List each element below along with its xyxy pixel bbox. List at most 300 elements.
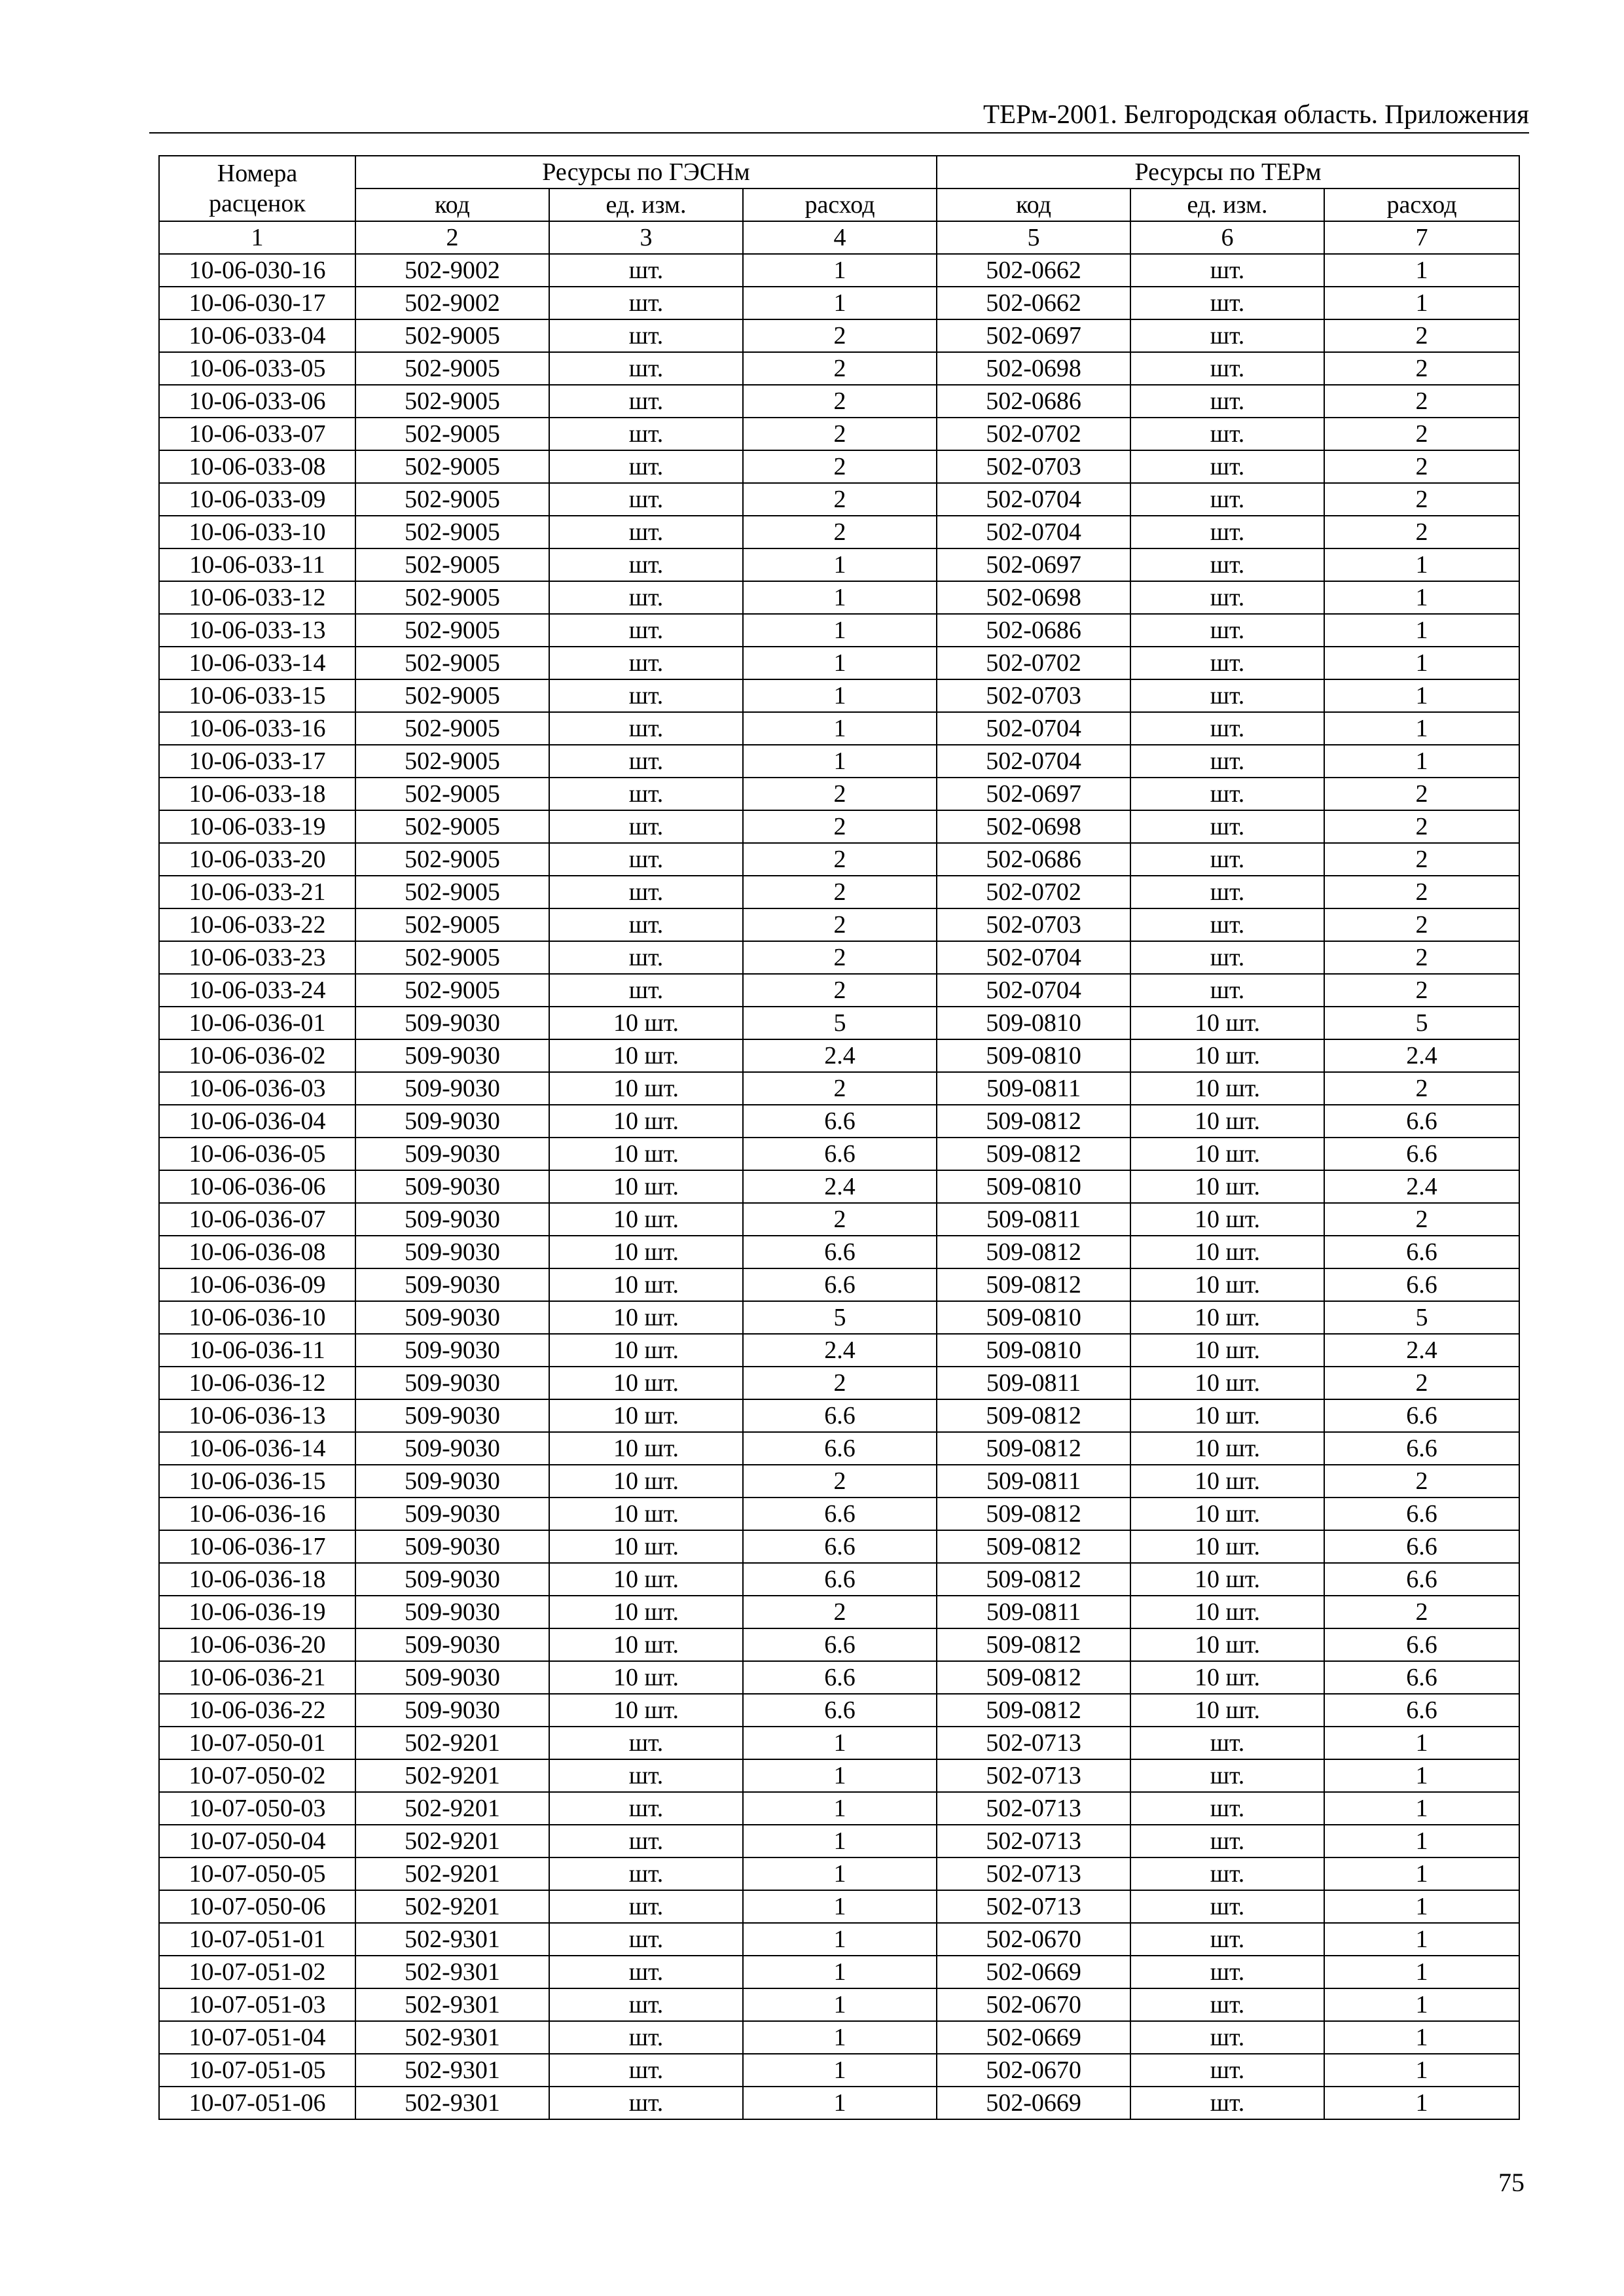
ter-consumption-cell: 2	[1324, 810, 1519, 843]
ter-unit-cell: шт.	[1130, 516, 1324, 548]
rate-number-cell: 10-06-036-19	[159, 1596, 355, 1628]
rate-number-cell: 10-07-050-01	[159, 1727, 355, 1759]
rate-number-cell: 10-06-036-20	[159, 1628, 355, 1661]
ter-code-cell: 509-0812	[937, 1628, 1130, 1661]
ter-consumption-cell: 2	[1324, 516, 1519, 548]
rate-number-cell: 10-06-036-03	[159, 1072, 355, 1105]
gesn-code-cell: 502-9201	[355, 1727, 549, 1759]
ter-unit-cell: 10 шт.	[1130, 1694, 1324, 1727]
table-header-row-1	[159, 156, 1519, 188]
ter-consumption-cell: 2	[1324, 385, 1519, 418]
ter-unit-cell: 10 шт.	[1130, 1399, 1324, 1432]
rate-number-cell: 10-06-033-16	[159, 712, 355, 745]
ter-code-cell: 509-0810	[937, 1170, 1130, 1203]
gesn-code-cell: 502-9002	[355, 254, 549, 287]
rate-number-cell: 10-06-033-05	[159, 352, 355, 385]
rate-number-cell: 10-06-033-21	[159, 876, 355, 908]
ter-consumption-cell: 1	[1324, 1857, 1519, 1890]
ter-code-cell: 502-0662	[937, 287, 1130, 319]
ter-unit-cell: 10 шт.	[1130, 1105, 1324, 1138]
gesn-unit-cell: шт.	[549, 2054, 743, 2087]
ter-consumption-cell: 1	[1324, 647, 1519, 679]
ter-unit-cell: 10 шт.	[1130, 1072, 1324, 1105]
gesn-consumption-cell: 2.4	[743, 1334, 937, 1367]
rate-number-cell: 10-06-033-06	[159, 385, 355, 418]
page-number: 75	[1498, 2168, 1525, 2197]
gesn-unit-cell: шт.	[549, 647, 743, 679]
ter-code-cell: 502-0713	[937, 1792, 1130, 1825]
gesn-code-cell: 502-9201	[355, 1825, 549, 1857]
gesn-consumption-cell: 1	[743, 1759, 937, 1792]
ter-unit-cell: 10 шт.	[1130, 1039, 1324, 1072]
table-body	[159, 254, 1519, 2119]
ter-consumption-cell: 1	[1324, 1759, 1519, 1792]
gesn-consumption-cell: 1	[743, 647, 937, 679]
rate-number-cell: 10-06-036-04	[159, 1105, 355, 1138]
ter-code-cell: 502-0713	[937, 1825, 1130, 1857]
gesn-consumption-cell: 6.6	[743, 1236, 937, 1268]
header-gesn-unit: ед. изм.	[549, 188, 743, 221]
table-row	[159, 1956, 1519, 1988]
gesn-unit-cell: 10 шт.	[549, 1367, 743, 1399]
gesn-consumption-cell: 2	[743, 450, 937, 483]
ter-code-cell: 509-0812	[937, 1694, 1130, 1727]
gesn-code-cell: 509-9030	[355, 1072, 549, 1105]
gesn-consumption-cell: 1	[743, 2021, 937, 2054]
gesn-code-cell: 502-9005	[355, 908, 549, 941]
gesn-unit-cell: 10 шт.	[549, 1170, 743, 1203]
table-row	[159, 876, 1519, 908]
gesn-unit-cell: шт.	[549, 581, 743, 614]
gesn-consumption-cell: 1	[743, 745, 937, 778]
gesn-unit-cell: шт.	[549, 614, 743, 647]
ter-consumption-cell: 2	[1324, 1367, 1519, 1399]
table-row	[159, 1792, 1519, 1825]
ter-consumption-cell: 1	[1324, 2087, 1519, 2119]
header-ter-code: код	[937, 188, 1130, 221]
header-ter-consumption: расход	[1324, 188, 1519, 221]
gesn-unit-cell: шт.	[549, 1988, 743, 2021]
header-ter-unit: ед. изм.	[1130, 188, 1324, 221]
gesn-unit-cell: шт.	[549, 908, 743, 941]
gesn-code-cell: 509-9030	[355, 1563, 549, 1596]
ter-unit-cell: шт.	[1130, 483, 1324, 516]
table-row	[159, 1334, 1519, 1367]
gesn-unit-cell: шт.	[549, 843, 743, 876]
ter-code-cell: 509-0811	[937, 1072, 1130, 1105]
column-number: 6	[1130, 221, 1324, 254]
gesn-code-cell: 509-9030	[355, 1367, 549, 1399]
gesn-consumption-cell: 1	[743, 548, 937, 581]
gesn-consumption-cell: 2.4	[743, 1170, 937, 1203]
ter-code-cell: 502-0704	[937, 745, 1130, 778]
gesn-code-cell: 502-9005	[355, 974, 549, 1007]
ter-unit-cell: 10 шт.	[1130, 1334, 1324, 1367]
ter-unit-cell: 10 шт.	[1130, 1596, 1324, 1628]
header-gesn-resources: Ресурсы по ГЭСНм	[355, 156, 937, 188]
gesn-consumption-cell: 1	[743, 1988, 937, 2021]
ter-code-cell: 509-0812	[937, 1498, 1130, 1530]
gesn-consumption-cell: 6.6	[743, 1399, 937, 1432]
rate-number-cell: 10-06-033-20	[159, 843, 355, 876]
ter-consumption-cell: 2	[1324, 352, 1519, 385]
gesn-unit-cell: 10 шт.	[549, 1236, 743, 1268]
gesn-unit-cell: шт.	[549, 1825, 743, 1857]
gesn-unit-cell: 10 шт.	[549, 1334, 743, 1367]
gesn-consumption-cell: 2.4	[743, 1039, 937, 1072]
ter-consumption-cell: 2	[1324, 974, 1519, 1007]
table-row	[159, 1399, 1519, 1432]
gesn-consumption-cell: 2	[743, 418, 937, 450]
gesn-consumption-cell: 1	[743, 287, 937, 319]
gesn-code-cell: 502-9005	[355, 581, 549, 614]
gesn-code-cell: 502-9201	[355, 1792, 549, 1825]
rate-number-cell: 10-06-033-14	[159, 647, 355, 679]
gesn-code-cell: 509-9030	[355, 1596, 549, 1628]
table-row	[159, 1923, 1519, 1956]
gesn-unit-cell: шт.	[549, 2087, 743, 2119]
table-row	[159, 778, 1519, 810]
ter-consumption-cell: 6.6	[1324, 1268, 1519, 1301]
gesn-consumption-cell: 1	[743, 1857, 937, 1890]
ter-unit-cell: шт.	[1130, 287, 1324, 319]
gesn-unit-cell: 10 шт.	[549, 1039, 743, 1072]
ter-consumption-cell: 6.6	[1324, 1530, 1519, 1563]
table-row	[159, 450, 1519, 483]
gesn-code-cell: 502-9201	[355, 1857, 549, 1890]
ter-unit-cell: шт.	[1130, 679, 1324, 712]
gesn-code-cell: 502-9301	[355, 1956, 549, 1988]
rate-number-cell: 10-06-036-12	[159, 1367, 355, 1399]
ter-code-cell: 502-0686	[937, 614, 1130, 647]
gesn-consumption-cell: 1	[743, 1890, 937, 1923]
ter-consumption-cell: 1	[1324, 679, 1519, 712]
gesn-unit-cell: шт.	[549, 1759, 743, 1792]
gesn-code-cell: 509-9030	[355, 1334, 549, 1367]
gesn-unit-cell: шт.	[549, 516, 743, 548]
gesn-unit-cell: 10 шт.	[549, 1203, 743, 1236]
rate-number-cell: 10-07-051-01	[159, 1923, 355, 1956]
ter-unit-cell: шт.	[1130, 1956, 1324, 1988]
rate-number-cell: 10-06-033-18	[159, 778, 355, 810]
ter-consumption-cell: 1	[1324, 1890, 1519, 1923]
ter-unit-cell: 10 шт.	[1130, 1530, 1324, 1563]
gesn-code-cell: 502-9005	[355, 450, 549, 483]
gesn-unit-cell: 10 шт.	[549, 1498, 743, 1530]
table-row	[159, 319, 1519, 352]
ter-code-cell: 502-0698	[937, 581, 1130, 614]
rate-number-cell: 10-07-050-05	[159, 1857, 355, 1890]
column-number-row	[159, 221, 1519, 254]
ter-code-cell: 509-0812	[937, 1530, 1130, 1563]
gesn-unit-cell: 10 шт.	[549, 1268, 743, 1301]
header-gesn-code: код	[355, 188, 549, 221]
header-gesn-consumption: расход	[743, 188, 937, 221]
gesn-consumption-cell: 2	[743, 810, 937, 843]
ter-unit-cell: шт.	[1130, 450, 1324, 483]
ter-code-cell: 502-0713	[937, 1857, 1130, 1890]
rate-number-cell: 10-06-036-17	[159, 1530, 355, 1563]
ter-code-cell: 502-0702	[937, 876, 1130, 908]
gesn-unit-cell: 10 шт.	[549, 1432, 743, 1465]
ter-consumption-cell: 2	[1324, 908, 1519, 941]
gesn-consumption-cell: 2	[743, 319, 937, 352]
ter-consumption-cell: 1	[1324, 1923, 1519, 1956]
ter-consumption-cell: 1	[1324, 1825, 1519, 1857]
ter-code-cell: 502-0713	[937, 1890, 1130, 1923]
ter-consumption-cell: 2.4	[1324, 1334, 1519, 1367]
column-number: 2	[355, 221, 549, 254]
ter-code-cell: 502-0670	[937, 2054, 1130, 2087]
gesn-unit-cell: 10 шт.	[549, 1530, 743, 1563]
ter-consumption-cell: 1	[1324, 254, 1519, 287]
gesn-code-cell: 502-9005	[355, 548, 549, 581]
gesn-code-cell: 502-9005	[355, 941, 549, 974]
gesn-code-cell: 502-9005	[355, 319, 549, 352]
gesn-unit-cell: шт.	[549, 385, 743, 418]
ter-code-cell: 502-0704	[937, 712, 1130, 745]
ter-unit-cell: шт.	[1130, 254, 1324, 287]
gesn-code-cell: 502-9005	[355, 483, 549, 516]
gesn-unit-cell: шт.	[549, 418, 743, 450]
ter-unit-cell: шт.	[1130, 974, 1324, 1007]
rate-number-cell: 10-06-033-10	[159, 516, 355, 548]
rate-number-cell: 10-07-051-06	[159, 2087, 355, 2119]
gesn-unit-cell: шт.	[549, 1727, 743, 1759]
rate-number-cell: 10-06-033-24	[159, 974, 355, 1007]
gesn-code-cell: 509-9030	[355, 1399, 549, 1432]
ter-consumption-cell: 1	[1324, 712, 1519, 745]
gesn-code-cell: 502-9301	[355, 1923, 549, 1956]
table-row	[159, 843, 1519, 876]
table-row	[159, 548, 1519, 581]
gesn-unit-cell: 10 шт.	[549, 1105, 743, 1138]
ter-consumption-cell: 6.6	[1324, 1694, 1519, 1727]
ter-consumption-cell: 6.6	[1324, 1236, 1519, 1268]
ter-consumption-cell: 2	[1324, 483, 1519, 516]
gesn-code-cell: 502-9201	[355, 1759, 549, 1792]
gesn-code-cell: 509-9030	[355, 1039, 549, 1072]
table-row	[159, 1432, 1519, 1465]
ter-consumption-cell: 2	[1324, 1072, 1519, 1105]
ter-unit-cell: 10 шт.	[1130, 1268, 1324, 1301]
ter-unit-cell: шт.	[1130, 876, 1324, 908]
gesn-code-cell: 502-9301	[355, 2054, 549, 2087]
column-number: 7	[1324, 221, 1519, 254]
gesn-consumption-cell: 2	[743, 843, 937, 876]
ter-unit-cell: 10 шт.	[1130, 1138, 1324, 1170]
gesn-consumption-cell: 2	[743, 941, 937, 974]
gesn-unit-cell: шт.	[549, 254, 743, 287]
ter-code-cell: 509-0810	[937, 1334, 1130, 1367]
ter-code-cell: 509-0811	[937, 1465, 1130, 1498]
rate-number-cell: 10-06-033-04	[159, 319, 355, 352]
table-row	[159, 287, 1519, 319]
gesn-consumption-cell: 1	[743, 1956, 937, 1988]
table-row	[159, 712, 1519, 745]
gesn-consumption-cell: 2	[743, 974, 937, 1007]
ter-unit-cell: шт.	[1130, 1792, 1324, 1825]
ter-unit-cell: 10 шт.	[1130, 1628, 1324, 1661]
ter-unit-cell: шт.	[1130, 810, 1324, 843]
table-row	[159, 2087, 1519, 2119]
gesn-consumption-cell: 6.6	[743, 1432, 937, 1465]
ter-unit-cell: шт.	[1130, 418, 1324, 450]
gesn-code-cell: 502-9301	[355, 1988, 549, 2021]
ter-unit-cell: 10 шт.	[1130, 1563, 1324, 1596]
ter-code-cell: 509-0810	[937, 1007, 1130, 1039]
ter-unit-cell: 10 шт.	[1130, 1170, 1324, 1203]
ter-code-cell: 509-0811	[937, 1203, 1130, 1236]
rate-number-cell: 10-06-030-17	[159, 287, 355, 319]
table-header-row-2	[159, 188, 1519, 221]
ter-unit-cell: шт.	[1130, 352, 1324, 385]
gesn-code-cell: 502-9005	[355, 679, 549, 712]
rate-number-cell: 10-06-036-22	[159, 1694, 355, 1727]
ter-consumption-cell: 6.6	[1324, 1563, 1519, 1596]
ter-code-cell: 509-0811	[937, 1367, 1130, 1399]
gesn-code-cell: 509-9030	[355, 1268, 549, 1301]
table-row	[159, 1203, 1519, 1236]
header-rule	[149, 132, 1529, 134]
ter-code-cell: 502-0704	[937, 483, 1130, 516]
gesn-code-cell: 509-9030	[355, 1465, 549, 1498]
table-row	[159, 941, 1519, 974]
table-row	[159, 1727, 1519, 1759]
ter-code-cell: 502-0704	[937, 516, 1130, 548]
gesn-code-cell: 509-9030	[355, 1236, 549, 1268]
gesn-code-cell: 509-9030	[355, 1432, 549, 1465]
rate-number-cell: 10-06-036-14	[159, 1432, 355, 1465]
ter-unit-cell: шт.	[1130, 712, 1324, 745]
ter-unit-cell: 10 шт.	[1130, 1236, 1324, 1268]
gesn-code-cell: 509-9030	[355, 1694, 549, 1727]
gesn-code-cell: 502-9005	[355, 876, 549, 908]
rate-number-cell: 10-07-051-02	[159, 1956, 355, 1988]
ter-code-cell: 509-0812	[937, 1399, 1130, 1432]
gesn-unit-cell: шт.	[549, 450, 743, 483]
rate-number-cell: 10-07-050-04	[159, 1825, 355, 1857]
table-row	[159, 1367, 1519, 1399]
gesn-consumption-cell: 6.6	[743, 1628, 937, 1661]
rate-number-cell: 10-06-030-16	[159, 254, 355, 287]
gesn-unit-cell: шт.	[549, 745, 743, 778]
rate-number-cell: 10-06-033-09	[159, 483, 355, 516]
ter-consumption-cell: 2	[1324, 1203, 1519, 1236]
ter-code-cell: 502-0702	[937, 418, 1130, 450]
ter-unit-cell: 10 шт.	[1130, 1465, 1324, 1498]
ter-code-cell: 509-0812	[937, 1268, 1130, 1301]
ter-consumption-cell: 1	[1324, 287, 1519, 319]
table-row	[159, 1268, 1519, 1301]
table-row	[159, 1890, 1519, 1923]
table-row	[159, 1988, 1519, 2021]
ter-consumption-cell: 1	[1324, 2021, 1519, 2054]
rate-number-cell: 10-06-036-15	[159, 1465, 355, 1498]
ter-consumption-cell: 1	[1324, 581, 1519, 614]
gesn-unit-cell: шт.	[549, 1956, 743, 1988]
rate-number-cell: 10-06-036-06	[159, 1170, 355, 1203]
rate-number-cell: 10-06-036-09	[159, 1268, 355, 1301]
table-row	[159, 1138, 1519, 1170]
ter-consumption-cell: 6.6	[1324, 1138, 1519, 1170]
table-row	[159, 614, 1519, 647]
table-row	[159, 1301, 1519, 1334]
ter-code-cell: 502-0669	[937, 2021, 1130, 2054]
ter-consumption-cell: 2.4	[1324, 1039, 1519, 1072]
ter-unit-cell: шт.	[1130, 908, 1324, 941]
gesn-code-cell: 502-9005	[355, 843, 549, 876]
ter-code-cell: 502-0698	[937, 352, 1130, 385]
ter-code-cell: 509-0812	[937, 1236, 1130, 1268]
ter-unit-cell: шт.	[1130, 2021, 1324, 2054]
gesn-code-cell: 509-9030	[355, 1530, 549, 1563]
gesn-unit-cell: шт.	[549, 1792, 743, 1825]
rate-number-cell: 10-06-033-08	[159, 450, 355, 483]
gesn-consumption-cell: 6.6	[743, 1563, 937, 1596]
ter-consumption-cell: 1	[1324, 2054, 1519, 2087]
gesn-consumption-cell: 2	[743, 352, 937, 385]
gesn-code-cell: 502-9005	[355, 647, 549, 679]
ter-unit-cell: 10 шт.	[1130, 1432, 1324, 1465]
table-row	[159, 1236, 1519, 1268]
ter-code-cell: 502-0686	[937, 385, 1130, 418]
gesn-consumption-cell: 1	[743, 1923, 937, 1956]
rate-number-cell: 10-06-036-16	[159, 1498, 355, 1530]
ter-code-cell: 502-0686	[937, 843, 1130, 876]
ter-code-cell: 509-0812	[937, 1105, 1130, 1138]
ter-consumption-cell: 5	[1324, 1301, 1519, 1334]
rate-number-cell: 10-06-036-02	[159, 1039, 355, 1072]
gesn-code-cell: 509-9030	[355, 1105, 549, 1138]
ter-unit-cell: 10 шт.	[1130, 1301, 1324, 1334]
gesn-code-cell: 509-9030	[355, 1301, 549, 1334]
ter-unit-cell: шт.	[1130, 1923, 1324, 1956]
column-number: 5	[937, 221, 1130, 254]
ter-code-cell: 502-0697	[937, 778, 1130, 810]
rate-number-cell: 10-06-036-05	[159, 1138, 355, 1170]
gesn-unit-cell: шт.	[549, 941, 743, 974]
gesn-unit-cell: шт.	[549, 1857, 743, 1890]
rate-number-cell: 10-06-036-18	[159, 1563, 355, 1596]
ter-consumption-cell: 2	[1324, 450, 1519, 483]
gesn-code-cell: 509-9030	[355, 1498, 549, 1530]
ter-consumption-cell: 6.6	[1324, 1498, 1519, 1530]
rate-number-cell: 10-06-033-13	[159, 614, 355, 647]
resources-table	[158, 155, 1520, 2120]
ter-code-cell: 502-0703	[937, 908, 1130, 941]
gesn-unit-cell: 10 шт.	[549, 1072, 743, 1105]
table-row	[159, 2021, 1519, 2054]
gesn-code-cell: 509-9030	[355, 1628, 549, 1661]
rate-number-cell: 10-06-033-19	[159, 810, 355, 843]
gesn-unit-cell: 10 шт.	[549, 1301, 743, 1334]
table-row	[159, 418, 1519, 450]
gesn-code-cell: 509-9030	[355, 1661, 549, 1694]
table-row	[159, 1563, 1519, 1596]
gesn-code-cell: 502-9005	[355, 418, 549, 450]
table-row	[159, 1661, 1519, 1694]
gesn-code-cell: 509-9030	[355, 1203, 549, 1236]
ter-unit-cell: шт.	[1130, 2087, 1324, 2119]
gesn-consumption-cell: 1	[743, 2087, 937, 2119]
gesn-unit-cell: шт.	[549, 352, 743, 385]
ter-code-cell: 502-0662	[937, 254, 1130, 287]
gesn-unit-cell: шт.	[549, 287, 743, 319]
ter-consumption-cell: 2	[1324, 941, 1519, 974]
rate-number-cell: 10-07-051-04	[159, 2021, 355, 2054]
ter-code-cell: 502-0697	[937, 548, 1130, 581]
